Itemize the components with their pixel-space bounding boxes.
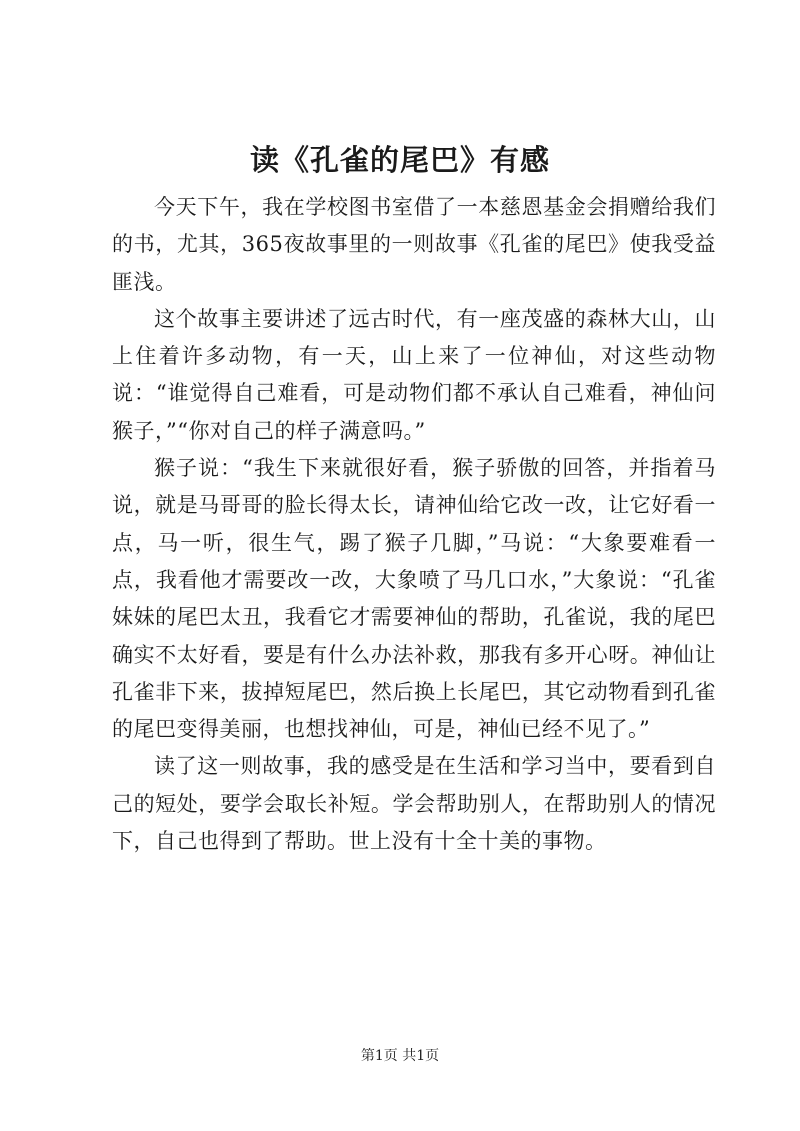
paragraph-1: 今天下午，我在学校图书室借了一本慈恩基金会捐赠给我们的书，尤其，365夜故事里的一则故事《孔雀的尾巴》使我受益匪浅。 (112, 195, 716, 294)
document-body (112, 189, 716, 860)
paragraph-3: 猴子说：“我生下来就很好看，猴子骄傲的回答，并指着马说，就是马哥哥的脸长得太长，请神仙给它改一改，让它好看一点，马一听，很生气，踢了猴子几脚，”马说：“大象要难看一点，我看他才需要改一改，大象喷了马几口水，”大象说：“孔雀妹妹的尾巴太丑，我看它才需要神仙的帮助，孔雀说，我的尾巴确实不太好看，要是有什么办法补救，那我有多开心呀。神仙让孔雀非下来，拔掉短尾巴，然后换上长尾巴，其它动物看到孔雀的尾巴变得美丽，也想找神仙，可是，神仙已经不见了。” (112, 456, 716, 742)
document-title: 读《孔雀的尾巴》有感 (249, 143, 550, 177)
paragraph-4: 读了这一则故事，我的感受是在生活和学习当中，要看到自己的短处，要学会取长补短。学会帮助别人，在帮助别人的情况下，自己也得到了帮助。世上没有十全十美的事物。 (112, 754, 716, 854)
page-number-footer: 第1页 共1页 (360, 1048, 440, 1064)
paragraph-2: 这个故事主要讲述了远古时代，有一座茂盛的森林大山，山上住着许多动物，有一天，山上来了一位神仙，对这些动物说：“谁觉得自己难看，可是动物们都不承认自己难看，神仙问猴子，”“你对自己的样子满意吗。” (112, 306, 716, 443)
